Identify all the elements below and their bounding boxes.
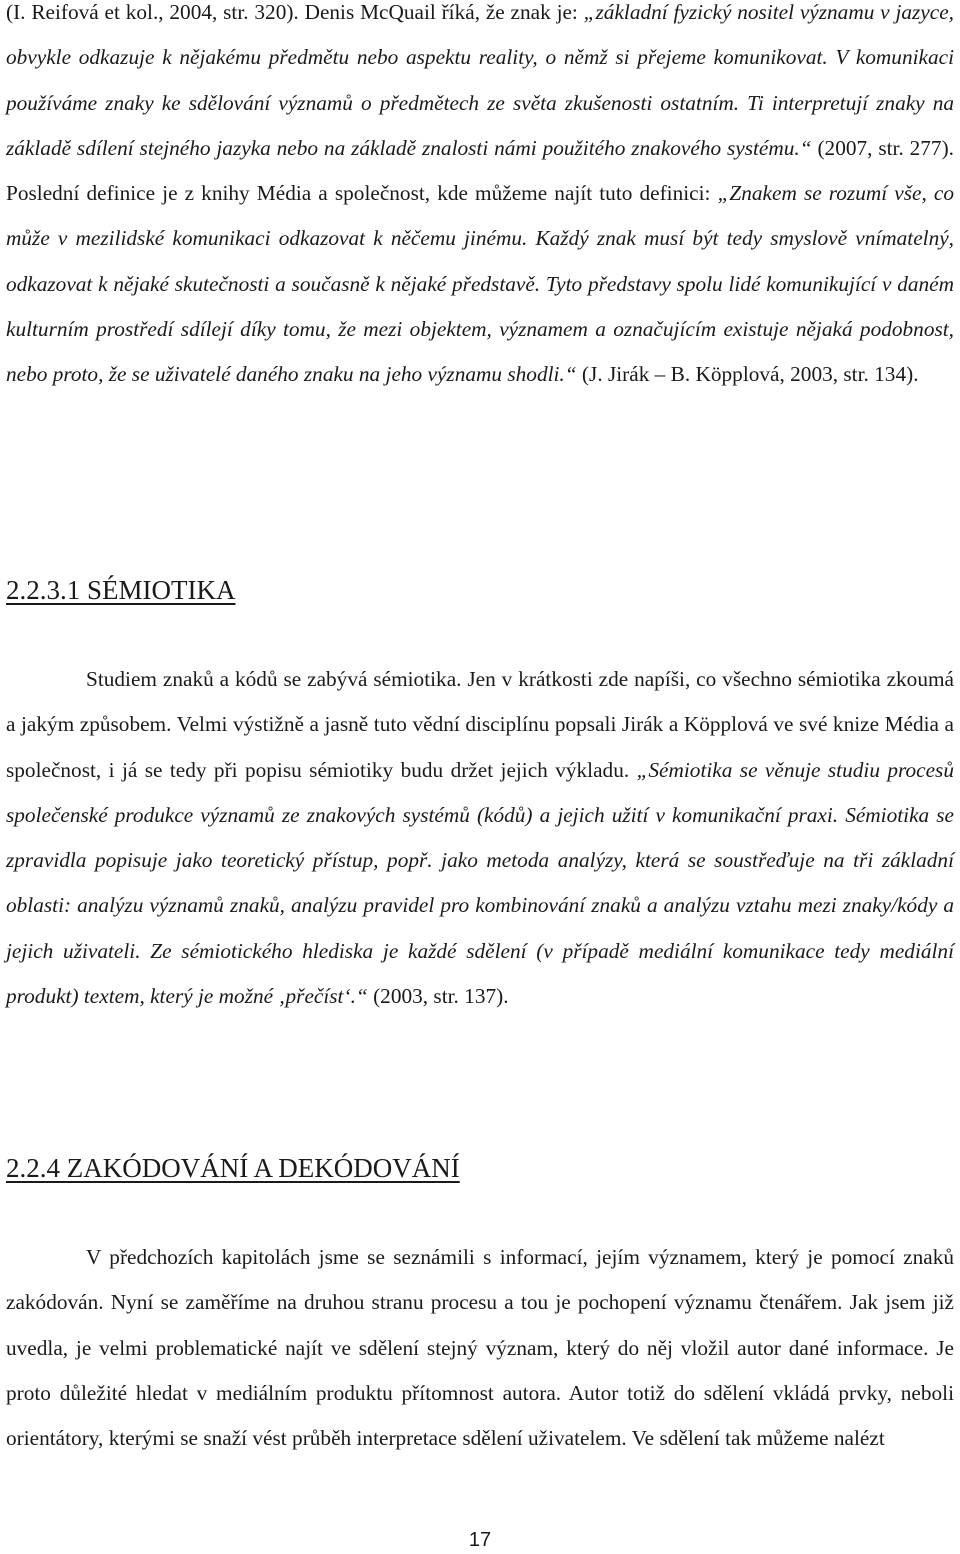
citation-text: (2007, str. 277). Poslední definice je z knihy Média a společnost, kde můžeme najít tuto definici: (6, 135, 954, 206)
quote-semiotika: „Sémiotika se věnuje studiu procesů společenské produkce významů ze znakových systémů (kódů) a jejich užití v komunikační praxi. Sémiotika se zpravidla popisuje jako teoretický přístup, popř. jako metoda analýzy, která se soustřeďuje na tři základní oblasti: analýzu významů znaků, analýzu pravidel pro kombinování znaků a analýzu vztahu mezi znaky/kódy a jejich uživateli. Ze sémiotického hlediska je každé sdělení (v případě mediální komunikace tedy mediální produkt) textem, který je možné ‚přečíst‘.“ (6, 757, 954, 1009)
paragraph-semiotika (6, 657, 954, 1019)
section-heading-zakodovani: 2.2.4 ZAKÓDOVÁNÍ A DEKÓDOVÁNÍ (6, 1153, 460, 1183)
paragraph-zakodovani: V předchozích kapitolách jsme se seznámili s informací, jejím významem, který je pomocí znaků zakódován. Nyní se zaměříme na druhou stranu procesu a tou je pochopení významu čtenářem. Jak jsem již uvedla, je velmi problematické najít ve sdělení stejný význam, který do něj vložil autor dané informace. Je proto důležité hledat v mediálním produktu přítomnost autora. Autor totiž do sdělení vkládá prvky, neboli orientátory, kterými se snaží vést průběh interpretace sdělení uživatelem. Ve sdělení tak můžeme nalézt (6, 1245, 954, 1451)
section-heading-semiotika: 2.2.3.1 SÉMIOTIKA (6, 575, 236, 605)
citation-text: (I. Reifová et kol., 2004, str. 320). Denis McQuail říká, že znak je: (6, 0, 584, 24)
quote-mcquail: „základní fyzický nositel významu v jazyce, obvykle odkazuje k nějakému předmětu nebo aspektu reality, o němž si přejeme komunikovat. V komunikaci používáme znaky ke sdělování významů o předmětech ze světa zkušenosti ostatním. Ti interpretují znaky na základě sdílení stejného jazyka nebo na základě znalosti námi použitého znakového systému.“ (6, 0, 954, 160)
page-number: 17 (468, 1529, 492, 1551)
citation-text: (J. Jirák – B. Köpplová, 2003, str. 134). (576, 362, 919, 387)
citation-text: (2003, str. 137). (367, 984, 509, 1009)
quote-jirak: „Znakem se rozumí vše, co může v mezilidské komunikaci odkazovat k něčemu jinému. Každý znak musí být tedy smyslově vnímatelný, odkazovat k nějaké skutečnosti a současně k nějaké představě. Tyto představy spolu lidé komunikující v daném kulturním prostředí sdílejí díky tomu, že mezi objektem, významem a označujícím existuje nějaká podobnost, nebo proto, že se uživatelé daného znaku na jeho významu shodli.“ (6, 181, 954, 387)
paragraph-definitions (6, 0, 954, 398)
body-text: Studiem znaků a kódů se zabývá sémiotika. Jen v krátkosti zde napíši, co všechno sémiotika zkoumá a jakým způsobem. Velmi výstižně a jasně tuto vědní disciplínu popsali Jirák a Köpplová ve své knize Média a společnost, i já se tedy při popisu sémiotiky budu držet jejich výkladu. (6, 667, 954, 782)
